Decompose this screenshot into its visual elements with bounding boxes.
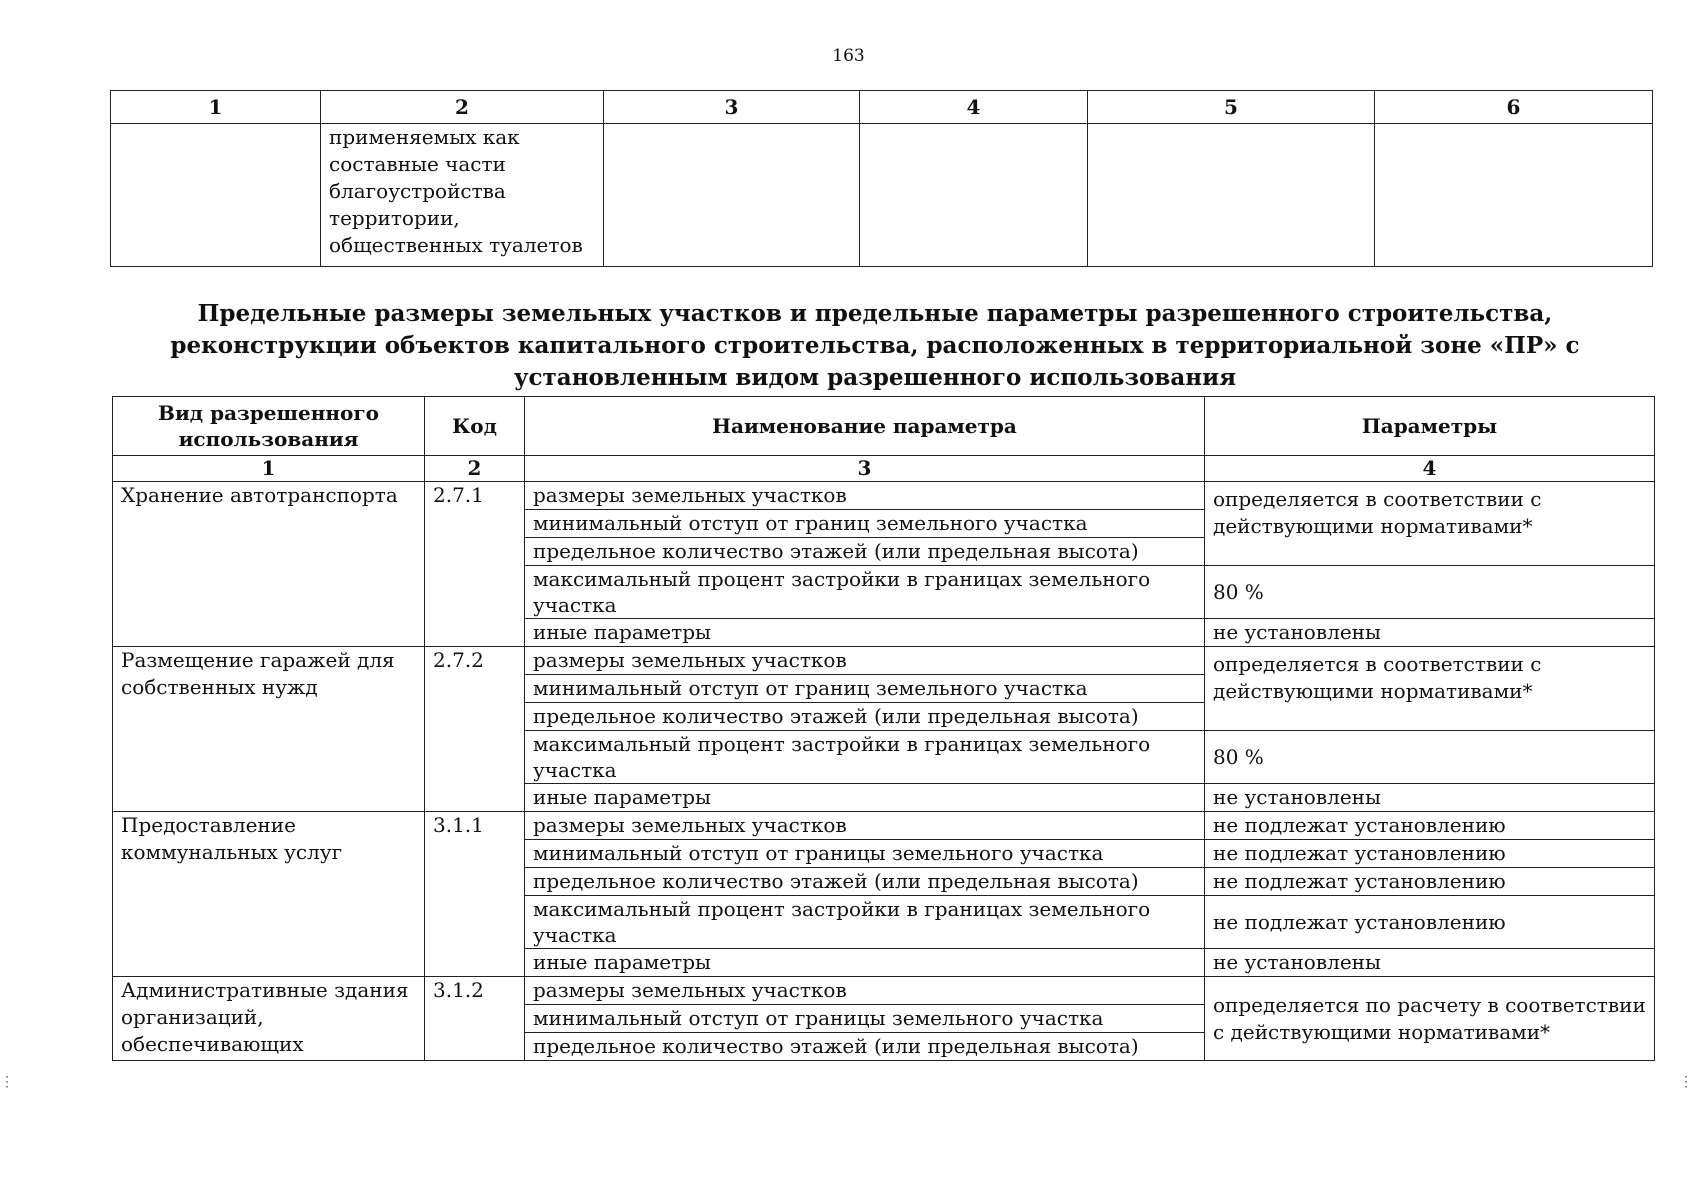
section-title: Предельные размеры земельных участков и предельные параметры разрешенного строительства, реконструкции объектов капитального строительства, расположенных в территориальной зоне «ПР» с установленным видом разрешенного использования [170, 300, 1580, 391]
table-cell [1088, 124, 1375, 267]
param-name: размеры земельных участков [525, 482, 1205, 510]
param-name: иные параметры [525, 949, 1205, 977]
table-row [113, 647, 1655, 675]
param-name: предельное количество этажей (или предельная высота) [525, 1033, 1205, 1061]
param-value: не установлены [1205, 784, 1655, 812]
param-name: максимальный процент застройки в границах земельного участка [525, 566, 1205, 619]
use-name: Предоставление коммунальных услуг [113, 812, 425, 977]
table-cell [860, 124, 1088, 267]
param-name: минимальный отступ от границ земельного участка [525, 510, 1205, 538]
param-name: предельное количество этажей (или предельная высота) [525, 868, 1205, 896]
param-value: 80 % [1205, 566, 1655, 619]
table-cell [111, 124, 321, 267]
table-cell [604, 124, 860, 267]
parameters-table [112, 396, 1655, 1061]
column-number: 1 [113, 456, 425, 482]
param-name: иные параметры [525, 619, 1205, 647]
param-name: минимальный отступ от границы земельного участка [525, 1005, 1205, 1033]
table-row [111, 124, 1653, 267]
use-code: 3.1.1 [425, 812, 525, 977]
column-number: 1 [111, 91, 321, 124]
param-name: минимальный отступ от границ земельного участка [525, 675, 1205, 703]
header-param: Наименование параметра [525, 397, 1205, 456]
column-number: 4 [1205, 456, 1655, 482]
use-name: Размещение гаражей для собственных нужд [113, 647, 425, 812]
param-name: максимальный процент застройки в границах земельного участка [525, 731, 1205, 784]
use-name: Хранение автотранспорта [113, 482, 425, 647]
column-numbers-row [113, 456, 1655, 482]
table-cell [1375, 124, 1653, 267]
param-value: не подлежат установлению [1205, 896, 1655, 949]
param-value: не подлежат установлению [1205, 868, 1655, 896]
param-name: минимальный отступ от границы земельного участка [525, 840, 1205, 868]
column-number: 2 [425, 456, 525, 482]
header-row [113, 397, 1655, 456]
use-code: 2.7.1 [425, 482, 525, 647]
param-name: размеры земельных участков [525, 812, 1205, 840]
table-row [113, 482, 1655, 510]
header-value: Параметры [1205, 397, 1655, 456]
param-name: размеры земельных участков [525, 647, 1205, 675]
column-number: 3 [525, 456, 1205, 482]
column-number: 2 [321, 91, 604, 124]
param-value: не установлены [1205, 949, 1655, 977]
column-number: 3 [604, 91, 860, 124]
page-number: 163 [832, 46, 865, 66]
column-number: 4 [860, 91, 1088, 124]
table-row [113, 812, 1655, 840]
param-value: определяется в соответствии с действующими нормативами* [1205, 647, 1655, 731]
param-value: не подлежат установлению [1205, 840, 1655, 868]
table-cell-text: применяемых как составные части благоустройства территории, общественных туалетов [321, 124, 604, 267]
param-value: 80 % [1205, 731, 1655, 784]
param-value: не подлежат установлению [1205, 812, 1655, 840]
scan-edge-mark: ⋮ [0, 1074, 14, 1090]
use-code: 2.7.2 [425, 647, 525, 812]
param-name: иные параметры [525, 784, 1205, 812]
header-code: Код [425, 397, 525, 456]
table-row [113, 977, 1655, 1005]
param-value: не установлены [1205, 619, 1655, 647]
continuation-table [110, 90, 1653, 267]
param-name: максимальный процент застройки в границах земельного участка [525, 896, 1205, 949]
use-name: Административные здания организаций, обеспечивающих [113, 977, 425, 1061]
header-use: Вид разрешенного использования [113, 397, 425, 456]
column-number: 5 [1088, 91, 1375, 124]
use-code: 3.1.2 [425, 977, 525, 1061]
param-name: предельное количество этажей (или предельная высота) [525, 538, 1205, 566]
param-name: размеры земельных участков [525, 977, 1205, 1005]
param-value: определяется по расчету в соответствии с действующими нормативами* [1205, 977, 1655, 1061]
column-number: 6 [1375, 91, 1653, 124]
param-value: определяется в соответствии с действующими нормативами* [1205, 482, 1655, 566]
param-name: предельное количество этажей (или предельная высота) [525, 703, 1205, 731]
header-row [111, 91, 1653, 124]
scan-edge-mark: ⋮ [1679, 1074, 1693, 1090]
